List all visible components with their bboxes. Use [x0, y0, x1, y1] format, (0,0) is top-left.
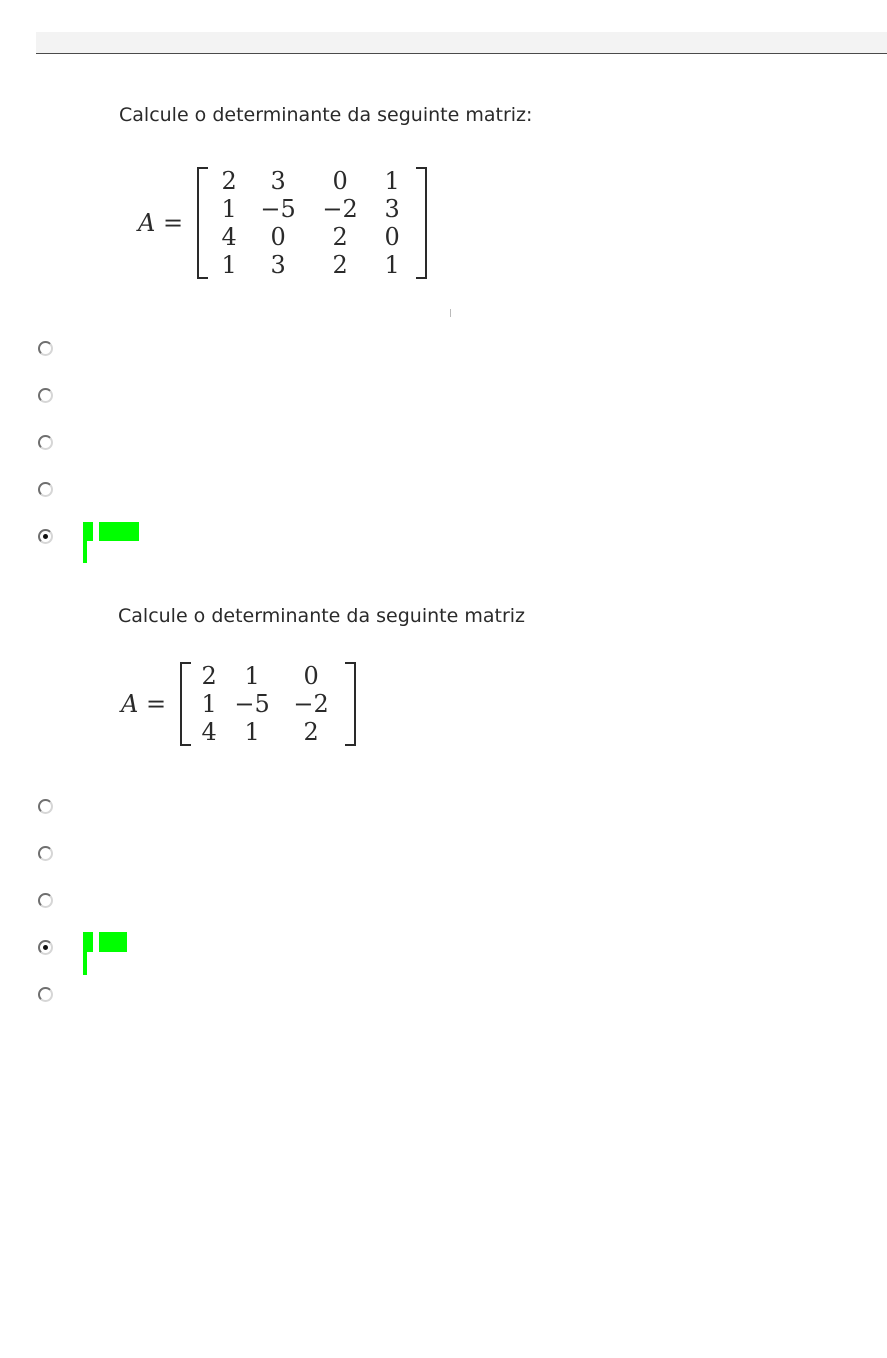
matrix-cell: −5 [260, 195, 296, 223]
matrix-cell: 2 [332, 251, 348, 279]
radio-button[interactable] [38, 482, 53, 497]
matrix-cell: 2 [303, 718, 319, 746]
answer-highlight-stem [83, 540, 87, 563]
radio-button-selected[interactable] [38, 529, 53, 544]
stray-mark [450, 309, 451, 317]
matrix-cell: 1 [244, 718, 260, 746]
matrix-body [211, 167, 413, 279]
matrix-cell: 0 [270, 223, 286, 251]
question-1-prompt: Calcule o determinante da seguinte matriz: [119, 104, 533, 126]
matrix-brackets [180, 662, 356, 746]
question-2-option-5[interactable] [38, 983, 53, 1005]
answer-highlight-bar [99, 522, 139, 541]
question-2-option-2[interactable] [38, 842, 53, 864]
matrix-lhs: A = [138, 209, 184, 237]
question-2-option-4[interactable] [38, 936, 53, 958]
question-2-matrix [121, 662, 356, 746]
matrix-cell: 3 [384, 195, 400, 223]
question-1-option-1[interactable] [38, 337, 53, 359]
matrix-cell: 1 [384, 251, 400, 279]
matrix-cell: 1 [221, 251, 237, 279]
question-1-option-4[interactable] [38, 478, 53, 500]
radio-button[interactable] [38, 893, 53, 908]
matrix-lhs: A = [121, 690, 167, 718]
question-2-option-1[interactable] [38, 795, 53, 817]
radio-button[interactable] [38, 987, 53, 1002]
matrix-cell: −5 [234, 690, 270, 718]
matrix-cell: 2 [332, 223, 348, 251]
matrix-cell: −2 [293, 690, 329, 718]
matrix-row [194, 718, 342, 746]
matrix-row [211, 251, 413, 279]
radio-button[interactable] [38, 388, 53, 403]
radio-button[interactable] [38, 846, 53, 861]
radio-button[interactable] [38, 341, 53, 356]
question-1-option-3[interactable] [38, 431, 53, 453]
radio-button[interactable] [38, 799, 53, 814]
matrix-row [194, 690, 342, 718]
matrix-cell: 2 [201, 662, 217, 690]
matrix-cell: −2 [322, 195, 358, 223]
matrix-cell: 3 [270, 251, 286, 279]
matrix-cell: 0 [332, 167, 348, 195]
matrix-body [194, 662, 342, 746]
matrix-row [211, 223, 413, 251]
matrix-brackets [197, 167, 427, 279]
matrix-row [211, 195, 413, 223]
answer-highlight-bar [99, 932, 127, 952]
matrix-cell: 4 [221, 223, 237, 251]
matrix-cell: 1 [221, 195, 237, 223]
question-1-option-2[interactable] [38, 384, 53, 406]
matrix-cell: 1 [244, 662, 260, 690]
matrix-cell: 1 [384, 167, 400, 195]
answer-highlight-stem [83, 951, 87, 975]
matrix-row [194, 662, 342, 690]
matrix-cell: 3 [270, 167, 286, 195]
top-header-band [36, 32, 887, 54]
matrix-cell: 0 [303, 662, 319, 690]
question-1-option-5[interactable] [38, 525, 53, 547]
answer-highlight-block [83, 932, 93, 952]
matrix-row [211, 167, 413, 195]
matrix-cell: 0 [384, 223, 400, 251]
matrix-cell: 1 [201, 690, 217, 718]
answer-highlight-block [83, 522, 93, 541]
matrix-cell: 4 [201, 718, 217, 746]
question-1-matrix [138, 167, 427, 279]
radio-button-selected[interactable] [38, 940, 53, 955]
question-2-option-3[interactable] [38, 889, 53, 911]
radio-button[interactable] [38, 435, 53, 450]
matrix-cell: 2 [221, 167, 237, 195]
question-2-prompt: Calcule o determinante da seguinte matriz [118, 605, 526, 627]
